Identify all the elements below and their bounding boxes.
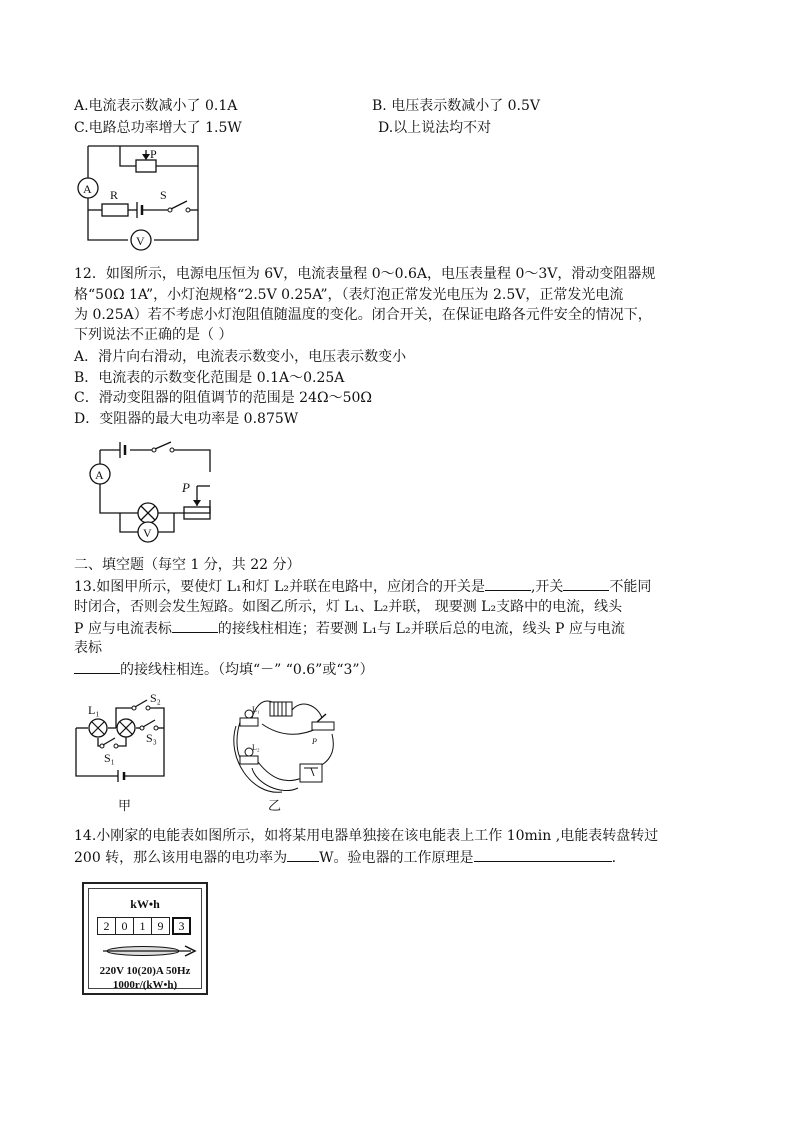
q11-label-r: R [110,188,119,202]
q12-option-d: D．变阻器的最大电功率是 0.875W [74,411,299,427]
q12-stem-line-4: 下列说法不正确的是（ ） [74,327,233,343]
q11-label-a: A [83,182,92,196]
meter-spec-constant: 1000r/(kW•h) [112,979,178,991]
q13-stem-line-2: 时闭合，否则会发生短路。如图乙所示，灯 L₁、L₂并联， 现要测 L₂支路中的电流，线头 [74,599,623,615]
q14-text-2c: . [611,850,617,866]
q13-yi-switch [312,722,334,730]
meter-rotor-arrow-icon [99,943,199,959]
q12-label-v: V [143,526,152,540]
q13-stem-line-4: 表标 [74,640,102,656]
q13-figure-yi [222,688,352,818]
meter-spec-rating: 220V 10(20)A 50Hz [99,965,191,977]
q11-option-d: D.以上说法均不对 [378,120,492,136]
q12-label-a: A [95,468,104,482]
q13-jia-caption: 甲 [118,798,132,813]
q13-text-5: 的接线柱相连。（均填“－” “0.6”或“3”） [120,662,374,678]
q12-option-c: C．滑动变阻器的阻值调节的范围是 24Ω～50Ω [74,390,373,406]
q13-yi-label-p: P [312,737,317,746]
q11-label-p: P [150,147,157,161]
energy-meter [82,882,208,995]
q13-text-1c: 不能同 [609,579,652,595]
q13-jia-switch-s3 [143,720,155,727]
meter-digit: 0 [115,917,134,935]
q12-label-p: P [182,480,190,495]
q11-option-b: B. 电压表示数减小了 0.5V [372,98,541,114]
q13-yi-label-l1: L₁ [252,705,260,714]
meter-digit-decimal: 3 [172,917,191,935]
meter-digits [97,917,190,935]
q12-switch [155,442,171,449]
q12-stem-line-1: 12．如图所示，电源电压恒为 6V，电流表量程 0～0.6A，电压表量程 0～3V，滑动变阻器规 [74,266,656,282]
energy-meter-panel [88,888,202,989]
q13-jia-label-s2: S₂ [150,691,161,705]
q13-jia-label-l1: L₁ [88,703,100,717]
q13-blank-1[interactable] [485,576,531,591]
q14-blank-1[interactable] [287,847,319,862]
q13-stem-line-5 [74,659,374,680]
q12-stem-line-2: 格“50Ω 1A”，小灯泡规格“2.5V 0.25A”，（表灯泡正常发光电压为 2.5V，正常发光电流 [74,287,624,303]
q14-blank-2[interactable] [474,847,612,862]
q11-rheostat [136,160,156,172]
q13-stem-line-3 [74,618,625,639]
q13-text-3a: P 应与电流表标 [74,621,172,637]
q14-stem-line-2 [74,847,616,868]
meter-digit: 2 [97,917,116,935]
q11-option-a: A.电流表示数减小了 0.1A [74,98,238,114]
q13-stem-line-1 [74,576,651,597]
q11-label-s: S [160,188,167,202]
q14-text-2a: 200 转，那么该用电器的电功率为 [74,850,288,866]
q13-yi-caption: 乙 [268,798,282,813]
q13-jia-switch-s2 [135,700,147,707]
q13-text-1a: 13.如图甲所示，要使灯 L₁和灯 L₂并联在电路中，应闭合的开关是 [74,579,485,595]
q13-text-3b: 的接线柱相连；若要测 L₁与 L₂并联后总的电流，线头 P 应与电流 [217,621,625,637]
q11-option-c: C.电路总功率增大了 1.5W [74,120,242,136]
q13-blank-3[interactable] [172,618,218,633]
q13-yi-label-l2: L₂ [252,743,260,752]
q12-circuit-diagram [80,436,230,546]
q14-text-2b: W。验电器的工作原理是 [319,850,474,866]
q13-yi-lamp-l1-base [240,718,258,726]
meter-digit: 9 [151,917,170,935]
q13-yi-battery [270,702,292,716]
q11-switch [171,201,187,209]
q14-stem-line-1: 14.小刚家的电能表如图所示，如将某用电器单独接在该电能表上工作 10min ,电能表转盘转过 [74,828,659,844]
q12-stem-line-3: 为 0.25A）若不考虑小灯泡阻值随温度的变化。闭合开关，在保证电路各元件安全的情况下， [74,307,652,323]
q13-jia-label-s1: S₁ [104,751,115,765]
q11-resistor [102,204,128,216]
q12-option-a: A．滑片向右滑动，电流表示数变小，电压表示数变小 [74,349,407,365]
q13-text-1b: ,开关 [530,579,564,595]
q13-blank-2[interactable] [563,576,609,591]
meter-digit: 1 [133,917,152,935]
q13-blank-4[interactable] [74,659,120,674]
q13-jia-label-s3: S₃ [146,731,157,745]
q13-yi-ammeter [300,764,322,782]
q12-option-b: B．电流表的示数变化范围是 0.1A～0.25A [74,370,345,386]
meter-unit: kW•h [130,897,160,911]
q13-yi-lamp-l2-base [240,756,258,764]
q11-circuit-diagram [70,140,210,252]
q13-figure-jia [64,688,184,818]
q13-jia-switch-s1 [103,738,115,745]
section-2-heading: 二、填空题（每空 1 分，共 22 分） [74,557,301,573]
q11-label-v: V [136,234,145,248]
